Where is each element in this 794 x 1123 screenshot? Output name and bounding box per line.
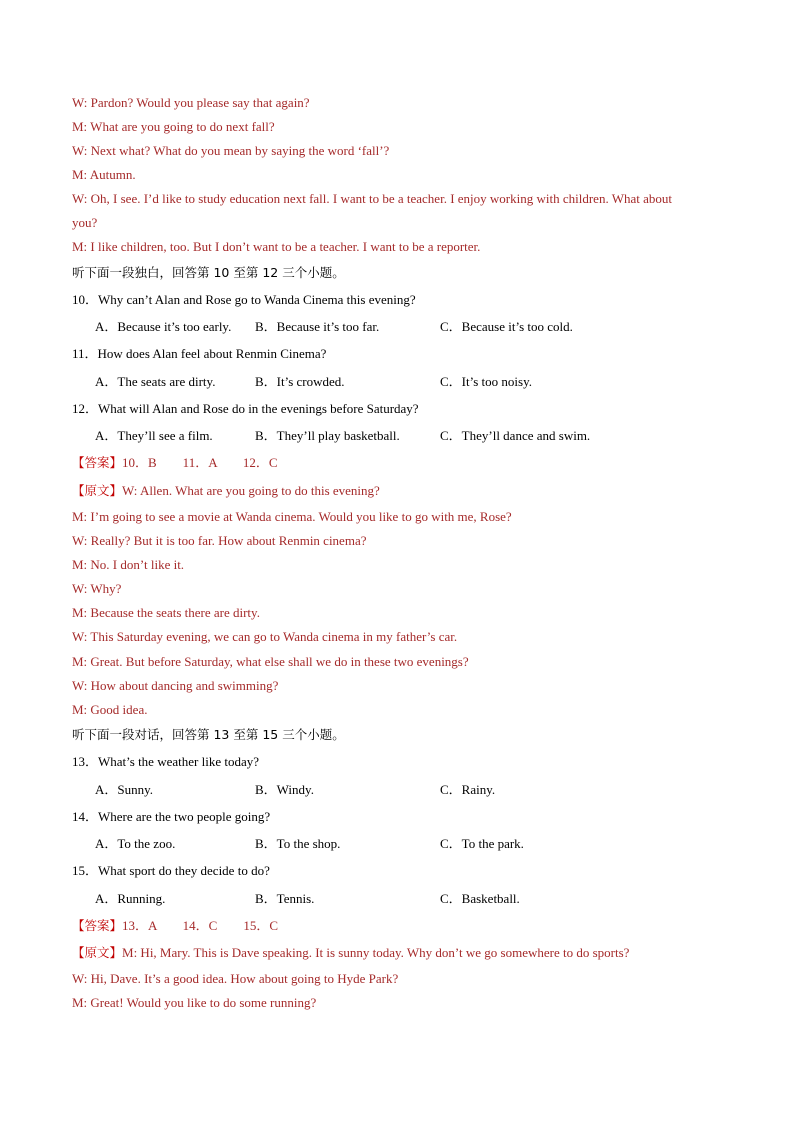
transcript-line: M: I’m going to see a movie at Wanda cinema. Would you like to go with me, Rose?	[72, 509, 512, 524]
option-a: A．To the zoo.	[95, 836, 176, 851]
option-a: A．The seats are dirty.	[95, 374, 216, 389]
transcript-line: M: I like children, too. But I don’t want to be a teacher. I want to be a reporter.	[72, 239, 481, 254]
option-c: C．Because it’s too cold.	[440, 319, 573, 334]
answer-line	[72, 455, 278, 471]
option-c: C．They’ll dance and swim.	[440, 428, 591, 443]
option-b: B．Tennis.	[255, 891, 315, 906]
question: 10．Why can’t Alan and Rose go to Wanda Cinema this evening?	[72, 292, 416, 307]
option-b: B．To the shop.	[255, 836, 341, 851]
option-b: B．Because it’s too far.	[255, 319, 380, 334]
answer-tag: 【答案】	[72, 455, 123, 470]
transcript-line: W: How about dancing and swimming?	[72, 678, 279, 693]
option-b: B．They’ll play basketball.	[255, 428, 400, 443]
question: 12．What will Alan and Rose do in the evenings before Saturday?	[72, 401, 419, 416]
transcript-line: M: Great. But before Saturday, what else shall we do in these two evenings?	[72, 654, 469, 669]
question: 15．What sport do they decide to do?	[72, 863, 270, 878]
transcript-line: you?	[72, 215, 98, 230]
transcript-line: W: Pardon? Would you please say that again?	[72, 95, 310, 110]
transcript-line: W: Next what? What do you mean by saying the word ‘fall’?	[72, 143, 390, 158]
answer-tag: 【答案】	[72, 918, 123, 933]
question: 14．Where are the two people going?	[72, 809, 271, 824]
transcript-line: W: Hi, Dave. It’s a good idea. How about going to Hyde Park?	[72, 971, 399, 986]
option-a: A．Because it’s too early.	[95, 319, 232, 334]
transcript-line: M: Because the seats there are dirty.	[72, 605, 260, 620]
option-c: C．It’s too noisy.	[440, 374, 532, 389]
option-c: C．Rainy.	[440, 782, 496, 797]
option-a: A．They’ll see a film.	[95, 428, 213, 443]
option-c: C．To the park.	[440, 836, 524, 851]
transcript-line: W: Why?	[72, 581, 122, 596]
question: 11．How does Alan feel about Renmin Cinema?	[72, 346, 327, 361]
script-first-line	[72, 945, 629, 961]
transcript-line: M: Good idea.	[72, 702, 148, 717]
transcript-line: W: Really? But it is too far. How about Renmin cinema?	[72, 533, 367, 548]
section-instruction: 听下面一段独白，回答第 10 至第 12 三个小题。	[72, 265, 345, 280]
option-a: A．Running.	[95, 891, 166, 906]
answer-text: 10．B 11．A 12．C	[122, 455, 278, 470]
option-b: B．Windy.	[255, 782, 314, 797]
transcript-line: M: No. I don’t like it.	[72, 557, 185, 572]
transcript-line: W: Oh, I see. I’d like to study education next fall. I want to be a teacher. I enjoy working with children. What about	[72, 191, 672, 206]
script-tag: 【原文】	[72, 483, 123, 498]
question: 13．What’s the weather like today?	[72, 754, 259, 769]
transcript-line: M: What are you going to do next fall?	[72, 119, 275, 134]
transcript-line: W: This Saturday evening, we can go to Wanda cinema in my father’s car.	[72, 629, 458, 644]
script-tag: 【原文】	[72, 945, 123, 960]
transcript-line: M: Great! Would you like to do some running?	[72, 995, 317, 1010]
answer-line	[72, 918, 278, 934]
section-instruction: 听下面一段对话，回答第 13 至第 15 三个小题。	[72, 727, 345, 742]
option-a: A．Sunny.	[95, 782, 154, 797]
script-first-line	[72, 483, 380, 499]
script-text: M: Hi, Mary. This is Dave speaking. It is sunny today. Why don’t we go somewhere to do sports?	[122, 945, 630, 960]
answer-text: 13．A 14．C 15．C	[122, 918, 279, 933]
script-text: W: Allen. What are you going to do this evening?	[122, 483, 380, 498]
transcript-line: M: Autumn.	[72, 167, 136, 182]
option-c: C．Basketball.	[440, 891, 520, 906]
option-b: B．It’s crowded.	[255, 374, 345, 389]
